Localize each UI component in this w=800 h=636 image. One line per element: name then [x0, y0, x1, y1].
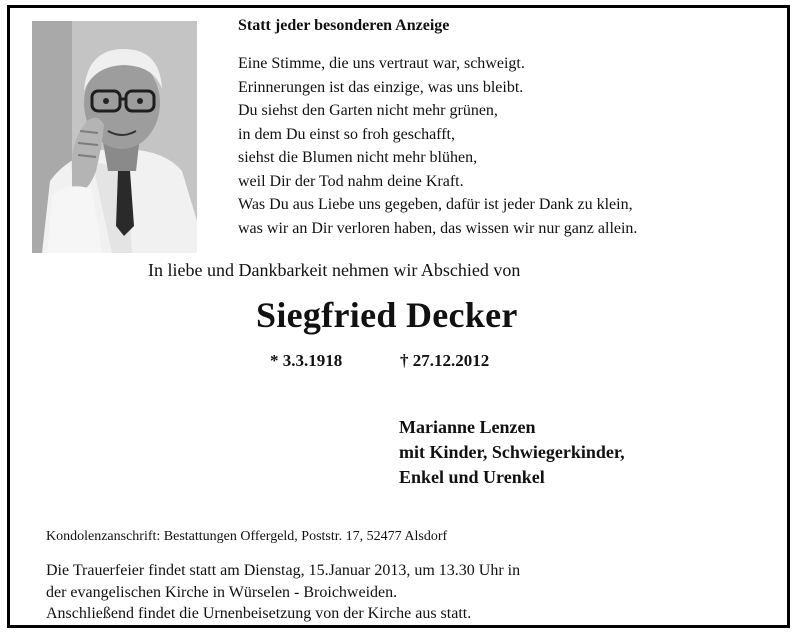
- condolence-address: Kondolenzanschrift: Bestattungen Offergeld, Poststr. 17, 52477 Alsdorf: [46, 529, 448, 544]
- ceremony-line: der evangelischen Kirche in Würselen - Broichweiden.: [46, 583, 398, 601]
- farewell-text: In liebe und Dankbarkeit nehmen wir Abschied von: [148, 260, 521, 280]
- poem-line: siehst die Blumen nicht mehr blühen,: [238, 149, 478, 166]
- ceremony-line: Anschließend findet die Urnenbeisetzung von der Kirche aus statt.: [46, 605, 472, 622]
- poem-line: was wir an Dir verloren haben, das wissen wir nur ganz allein.: [238, 219, 638, 237]
- birth-date: * 3.3.1918: [270, 351, 343, 370]
- poem-text: [238, 52, 637, 240]
- notice-heading: Statt jeder besonderen Anzeige: [238, 17, 450, 34]
- family-signature: [399, 415, 625, 490]
- deceased-name: Siegfried Decker: [256, 295, 518, 335]
- poem-line: Erinnerungen ist das einzige, was uns bleibt.: [238, 78, 524, 96]
- poem-line: Eine Stimme, die uns vertraut war, schweigt.: [238, 55, 525, 72]
- ceremony-line: Die Trauerfeier findet statt am Dienstag, 15.Januar 2013, um 13.30 Uhr in: [46, 562, 521, 579]
- death-date: † 27.12.2012: [400, 351, 490, 370]
- poem-line: in dem Du einst so froh geschafft,: [238, 125, 455, 143]
- family-line: Marianne Lenzen: [399, 417, 536, 437]
- poem-line: Was Du aus Liebe uns gegeben, dafür ist jeder Dank zu klein,: [238, 196, 633, 213]
- family-line: mit Kinder, Schwiegerkinder,: [399, 442, 625, 462]
- family-line: Enkel und Urenkel: [399, 467, 545, 487]
- obituary-notice: [7, 5, 790, 628]
- portrait-photo: [32, 21, 197, 253]
- poem-line: Du siehst den Garten nicht mehr grünen,: [238, 102, 498, 119]
- portrait-illustration: [32, 21, 197, 253]
- poem-line: weil Dir der Tod nahm deine Kraft.: [238, 172, 464, 190]
- ceremony-info: [46, 560, 520, 625]
